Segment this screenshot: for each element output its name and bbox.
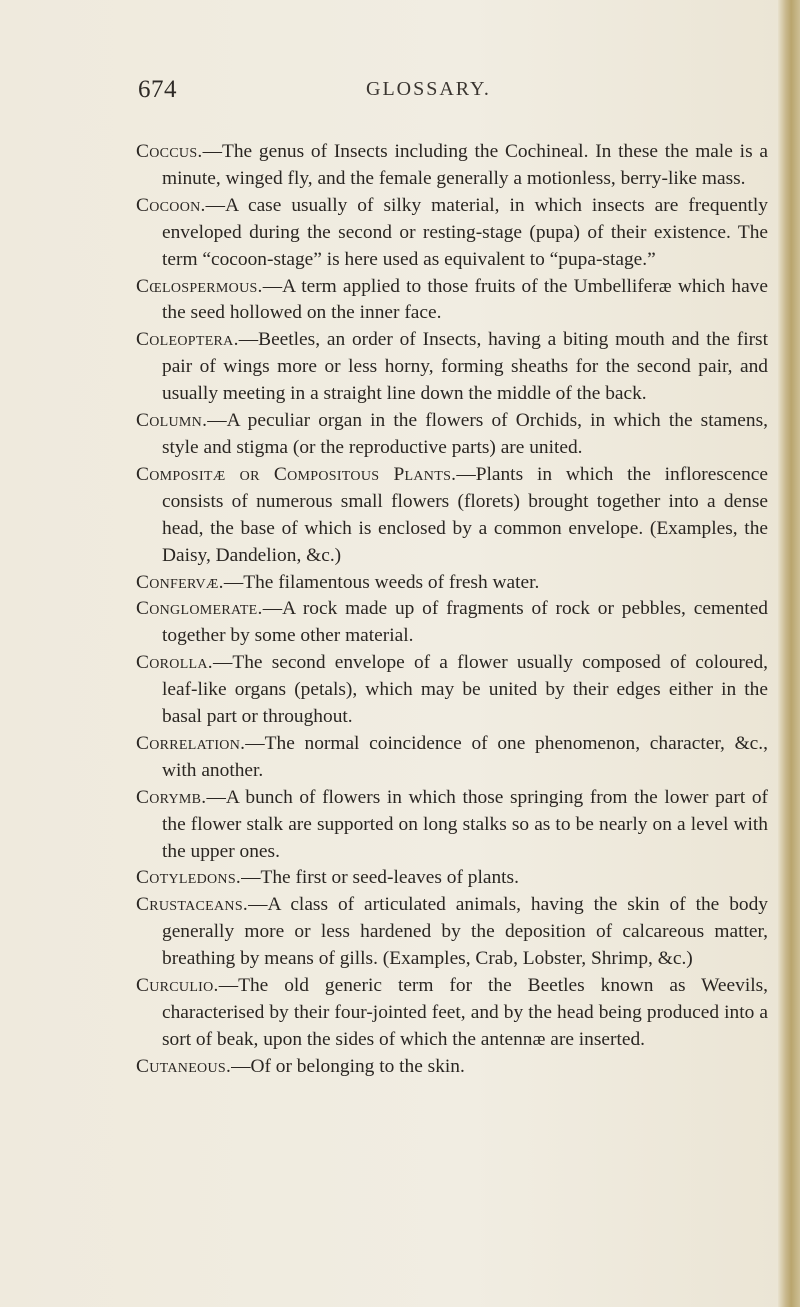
glossary-entries xyxy=(136,139,768,1081)
glossary-entry xyxy=(136,785,768,866)
glossary-entry xyxy=(136,596,768,650)
entry-term: Cotyledons. xyxy=(136,867,242,889)
entry-definition: —A term applied to those fruits of the Umbelliferæ which have the seed hollowed on the inner face. xyxy=(162,275,768,324)
entry-term: Corolla. xyxy=(136,652,213,674)
entry-term: Crustaceans. xyxy=(136,894,249,916)
entry-definition: —The second envelope of a flower usually composed of coloured, leaf-like organs (petals), which may be united by their edges either in the basal part or throughout. xyxy=(162,652,768,728)
glossary-entry xyxy=(136,865,768,892)
glossary-entry xyxy=(136,973,768,1054)
entry-definition: —The first or seed-leaves of plants. xyxy=(241,867,519,889)
glossary-entry xyxy=(136,462,768,570)
page-header xyxy=(138,76,718,106)
entry-definition: —A bunch of flowers in which those springing from the lower part of the flower stalk are supported on long stalks so as to be nearly on a level with the upper ones. xyxy=(162,786,768,862)
entry-term: Curculio. xyxy=(136,975,219,997)
entry-definition: —The old generic term for the Beetles known as Weevils, characterised by their four-jointed feet, and by the head being produced into a sort of beak, upon the sides of which the antennæ are inserted. xyxy=(162,975,768,1050)
entry-definition: —Of or belonging to the skin. xyxy=(231,1055,465,1077)
entry-term: Cutaneous. xyxy=(136,1055,232,1077)
entry-definition: —The genus of Insects including the Cochineal. In these the male is a minute, winged fly, and the female generally a motionless, berry-like mass. xyxy=(162,141,768,189)
entry-term: Corymb. xyxy=(136,786,207,808)
glossary-entry xyxy=(136,408,768,462)
glossary-entry xyxy=(136,892,768,973)
glossary-entry xyxy=(136,570,768,597)
entry-term: Compositæ or Compositous Plants. xyxy=(136,463,457,485)
entry-term: Confervæ. xyxy=(136,571,224,593)
page-edge xyxy=(778,0,800,1307)
entry-definition: —Plants in which the inflorescence consists of numerous small flowers (florets) brought together into a dense head, the base of which is enclosed by a common envelope. (Examples, the Daisy, Dandelion, &c.) xyxy=(162,463,769,566)
entry-term: Conglomerate. xyxy=(136,598,263,620)
entry-term: Column. xyxy=(136,410,208,432)
entry-definition: —A case usually of silky material, in which insects are frequently enveloped during the second or resting-stage (pupa) of their existence. The term “cocoon-stage” is here used as equivalent to “pupa-stage.” xyxy=(162,194,768,270)
entry-definition: —The filamentous weeds of fresh water. xyxy=(223,571,540,593)
glossary-entry xyxy=(136,731,768,785)
entry-definition: —The normal coincidence of one phenomenon, character, &c., with another. xyxy=(162,732,768,781)
entry-term: Cocoon. xyxy=(136,194,206,216)
glossary-entry xyxy=(136,327,768,408)
glossary-entry xyxy=(136,1054,768,1081)
entry-definition: —A class of articulated animals, having the skin of the body generally more or less hardened by the deposition of calcareous matter, breathing by means of gills. (Examples, Crab, Lobster, Shrimp, &c.) xyxy=(162,894,768,970)
entry-term: Correlation. xyxy=(136,732,246,754)
page-number: 674 xyxy=(138,76,177,103)
running-head: GLOSSARY. xyxy=(366,78,491,100)
glossary-entry xyxy=(136,274,768,328)
entry-definition: —A rock made up of fragments of rock or pebbles, cemented together by some other material. xyxy=(162,598,768,647)
entry-definition: —Beetles, an order of Insects, having a biting mouth and the first pair of wings more or less horny, forming sheaths for the second pair, and usually meeting in a straight line down the middle of the back. xyxy=(162,329,768,405)
glossary-entry xyxy=(136,193,768,274)
entry-term: Coleoptera. xyxy=(136,329,239,351)
entry-term: Coccus. xyxy=(136,141,203,162)
entry-term: Cœlospermous. xyxy=(136,275,263,297)
glossary-entry xyxy=(136,650,768,731)
entry-definition: —A peculiar organ in the flowers of Orchids, in which the stamens, style and stigma (or the reproductive parts) are united. xyxy=(162,410,768,458)
glossary-entry xyxy=(136,139,768,193)
